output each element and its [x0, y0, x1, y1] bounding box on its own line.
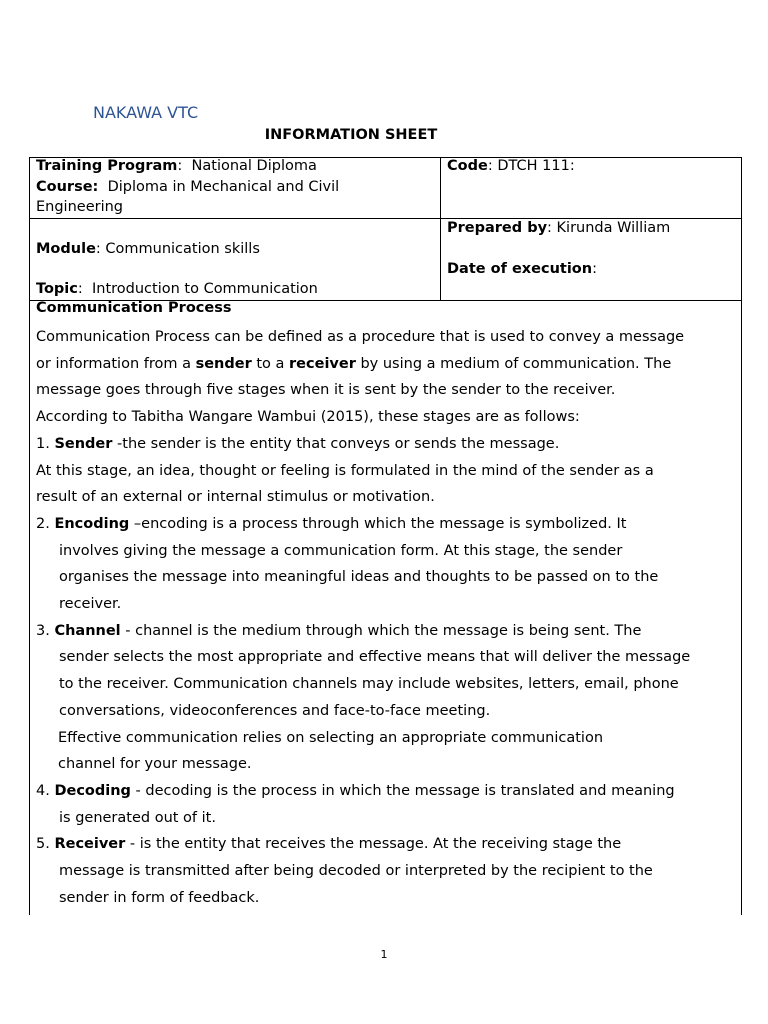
list-item-term: Receiver: [54, 836, 126, 853]
paragraph-line: Effective communication relies on selecting an appropriate communication: [58, 729, 604, 746]
list-item-term: Encoding: [54, 515, 130, 532]
paragraph-line: result of an external or internal stimulus or motivation.: [36, 489, 435, 506]
list-item-cont: receiver.: [59, 596, 122, 613]
list-item: 5. Receiver - is the entity that receives the message. At the receiving stage the: [36, 836, 622, 853]
code-line: Code: DTCH 111:: [447, 158, 575, 174]
list-item: 3. Channel - channel is the medium through which the message is being sent. The: [36, 622, 642, 639]
list-item-cont: conversations, videoconferences and face-to-face meeting.: [59, 702, 491, 719]
paragraph-line: According to Tabitha Wangare Wambui (2015), these stages are as follows:: [36, 409, 580, 426]
paragraph-line: message goes through five stages when it is sent by the sender to the receiver.: [36, 382, 616, 399]
module-line: Module: Communication skills: [36, 241, 260, 257]
org-name: NAKAWA VTC: [93, 103, 199, 122]
list-item-cont: is generated out of it.: [59, 809, 216, 826]
course-value-cont: Engineering: [36, 199, 123, 215]
date-of-execution-line: Date of execution:: [447, 261, 597, 277]
topic-line: Topic: Introduction to Communication: [36, 281, 318, 297]
topic-label: Topic: [36, 281, 78, 297]
paragraph-line: or information from a sender to a receiver by using a medium of communication. The: [36, 355, 672, 372]
prepared-by-label: Prepared by: [447, 220, 548, 236]
list-item-term: Decoding: [54, 782, 131, 799]
code-label: Code: [447, 158, 488, 174]
module-value: Communication skills: [105, 241, 260, 257]
paragraph-line: channel for your message.: [58, 756, 252, 773]
body-text: [36, 324, 738, 911]
document-title: INFORMATION SHEET: [264, 127, 438, 143]
list-item: 1. Sender -the sender is the entity that conveys or sends the message.: [36, 435, 560, 452]
table-column-divider: [440, 157, 441, 301]
paragraph-line: At this stage, an idea, thought or feeling is formulated in the mind of the sender as a: [36, 462, 654, 479]
topic-value: Introduction to Communication: [91, 281, 318, 297]
training-program-value: National Diploma: [191, 158, 317, 174]
list-item: 2. Encoding –encoding is a process through which the message is symbolized. It: [36, 515, 627, 532]
course-value: Diploma in Mechanical and Civil: [107, 179, 340, 195]
page-number: 1: [380, 948, 388, 961]
paragraph-line: Communication Process can be defined as a procedure that is used to convey a message: [36, 329, 685, 345]
training-program-line: Training Program: National Diploma: [36, 158, 317, 174]
prepared-by-value: Kirunda William: [556, 220, 671, 236]
list-item-term: Channel: [54, 622, 121, 639]
code-value: DTCH 111:: [497, 158, 575, 174]
list-item-cont: sender selects the most appropriate and effective means that will deliver the message: [59, 649, 691, 666]
list-item-cont: involves giving the message a communication form. At this stage, the sender: [59, 542, 623, 559]
list-item-cont: organises the message into meaningful ideas and thoughts to be passed on to the: [59, 569, 659, 586]
training-program-label: Training Program: [36, 158, 178, 174]
date-of-execution-label: Date of execution: [447, 261, 593, 277]
receiver-term: receiver: [289, 355, 356, 372]
list-item-cont: message is transmitted after being decoded or interpreted by the recipient to the: [59, 863, 653, 880]
section-heading: Communication Process: [36, 300, 232, 316]
prepared-by-line: Prepared by: Kirunda William: [447, 220, 671, 236]
sender-term: sender: [195, 355, 252, 372]
list-item-term: Sender: [54, 435, 113, 452]
course-label: Course:: [36, 179, 99, 195]
list-item-cont: sender in form of feedback.: [59, 889, 260, 906]
module-label: Module: [36, 241, 96, 257]
list-item-cont: to the receiver. Communication channels may include websites, letters, email, phone: [59, 676, 679, 693]
list-item: 4. Decoding - decoding is the process in which the message is translated and meaning: [36, 782, 675, 799]
course-line: [36, 177, 339, 198]
